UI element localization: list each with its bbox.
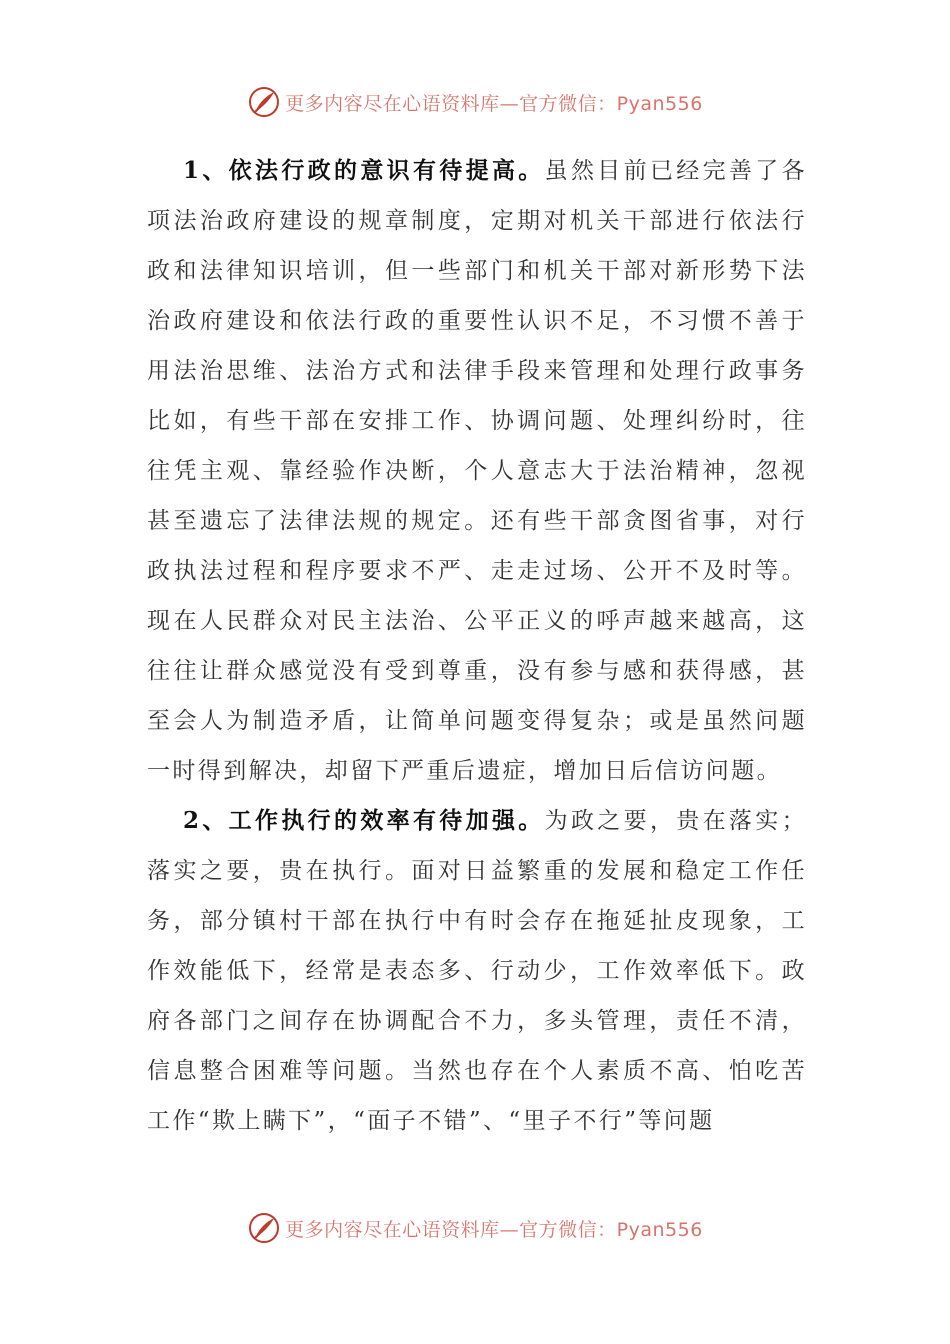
paragraph-2-lead: 2、工作执行的效率有待加强。 bbox=[183, 807, 545, 834]
paragraph-1 bbox=[147, 146, 807, 796]
paragraph-1-lead: 1、依法行政的意识有待提高。 bbox=[183, 157, 545, 184]
quill-logo-icon bbox=[247, 85, 281, 119]
paragraph-1-body: 虽然目前已经完善了各项法治政府建设的规章制度，定期对机关干部进行依法行政和法律知识培训，但一些部门和机关干部对新形势下法治政府建设和依法行政的重要性认识不足，不习惯不善于用法治思维、法治方式和法律手段来管理和处理行政事务比如，有些干部在安排工作、协调问题、处理纠纷时，往往凭主观、靠经验作决断，个人意志大于法治精神，忽视甚至遗忘了法律法规的规定。还有些干部贪图省事，对行政执法过程和程序要求不严、走走过场、公开不及时等。现在人民群众对民主法治、公平正义的呼声越来越高，这往往让群众感觉没有受到尊重，没有参与感和获得感，甚至会人为制造矛盾，让简单问题变得复杂；或是虽然问题一时得到解决，却留下严重后遗症，增加日后信访问题。 bbox=[147, 158, 807, 784]
header-banner-text: 更多内容尽在心语资料库—官方微信：Pyan556 bbox=[285, 92, 703, 115]
paragraph-2-body: 为政之要，贵在落实；落实之要，贵在执行。面对日益繁重的发展和稳定工作任务，部分镇村干部在执行中有时会存在拖延扯皮现象，工作效能低下，经常是表态多、行动少，工作效率低下。政府各部门之间存在协调配合不力，多头管理，责任不清，信息整合困难等问题。当然也存在个人素质不高、怕吃苦工作“欺上瞒下”，“面子不错”、“里子不行”等问题 bbox=[147, 808, 807, 1134]
footer-banner bbox=[0, 1208, 950, 1248]
footer-banner-text: 更多内容尽在心语资料库—官方微信：Pyan556 bbox=[285, 1218, 703, 1241]
document-body bbox=[147, 146, 807, 1146]
paragraph-2 bbox=[147, 796, 807, 1146]
quill-logo-icon bbox=[247, 1211, 281, 1245]
header-banner bbox=[0, 82, 950, 122]
